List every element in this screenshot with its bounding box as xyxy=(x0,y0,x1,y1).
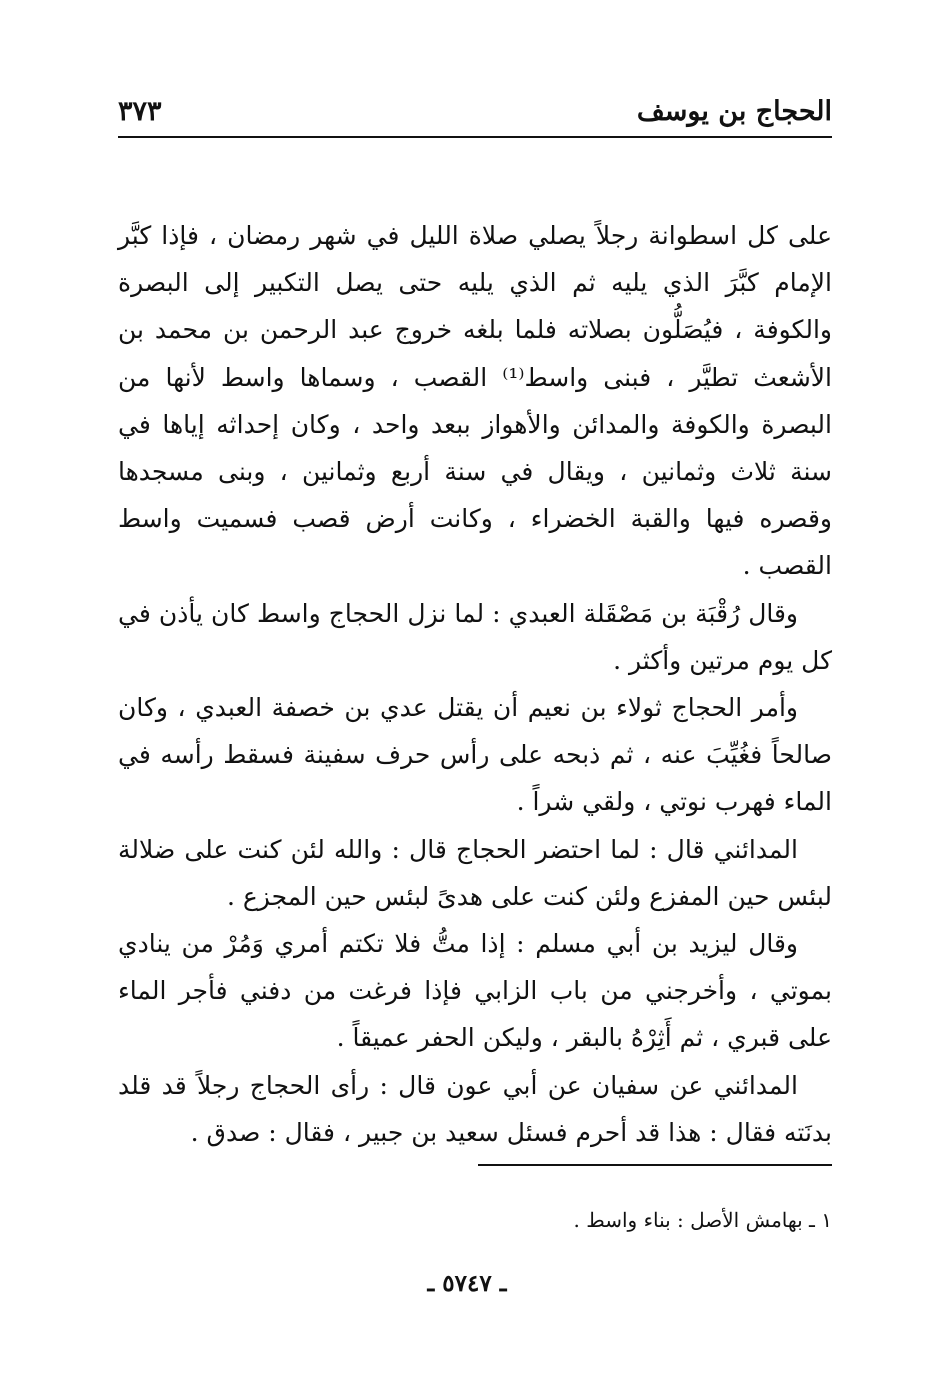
paragraph: وقال ليزيد بن أبي مسلم : إذا متُّ فلا تكتم أمري وَمُرْ من ينادي بموتي ، وأخرجني من باب الزابي فإذا فرغت من دفني فأجر الماء على قبري ، ثم أَثِرْهُ بالبقر ، وليكن الحفر عميقاً . xyxy=(118,929,832,1053)
header-rule xyxy=(118,136,832,138)
paragraph: وقال رُقْبَة بن مَصْقَلة العبدي : لما نزل الحجاج واسط كان يأذن في كل يوم مرتين وأكثر . xyxy=(118,598,832,675)
header-page-number: ٣٧٣ xyxy=(118,96,162,127)
footnote: ١ ـ بهامش الأصل : بناء واسط . xyxy=(573,1208,832,1232)
folio-number: ـ ٥٧٤٧ ـ xyxy=(427,1270,507,1297)
body-text xyxy=(118,212,832,1156)
header-title: الحجاج بن يوسف xyxy=(636,96,832,127)
running-header xyxy=(118,92,832,134)
footnote-rule xyxy=(478,1164,832,1166)
paragraph: على كل اسطوانة رجلاً يصلي صلاة الليل في شهر رمضان ، فإذا كبَّر الإمام كبَّرَ الذي يليه ثم الذي يليه حتى يصل التكبير إلى البصرة والكوفة ، فيُصَلُّون بصلاته فلما بلغه خروج عبد الرحمن بن محمد بن الأشعث تطيَّر ، فبنى واسط⁽¹⁾ القصب ، وسماها واسط لأنها من البصرة والكوفة والمدائن والأهواز ببعد واحد ، وكان إحداثه إياها في سنة ثلاث وثمانين ، ويقال في سنة أربع وثمانين ، وبنى مسجدها وقصره فيها والقبة الخضراء ، وكانت أرض قصب فسميت واسط القصب . xyxy=(118,221,833,581)
paragraph: المدائني عن سفيان عن أبي عون قال : رأى الحجاج رجلاً قد قلد بدنَته فقال : هذا قد أحرم فسئل سعيد بن جبير ، فقال : صدق . xyxy=(118,1070,832,1147)
paragraph: وأمر الحجاج ثولاء بن نعيم أن يقتل عدي بن خصفة العبدي ، وكان صالحاً فغُيِّبَ عنه ، ثم ذبحه على رأس حرف سفينة فسقط رأسه في الماء فهرب نوتي ، ولقي شراً . xyxy=(118,693,832,817)
paragraph: المدائني قال : لما احتضر الحجاج قال : والله لئن كنت على ضلالة لبئس حين المفزع ولئن كنت على هدىً لبئس حين المجزع . xyxy=(118,834,832,911)
